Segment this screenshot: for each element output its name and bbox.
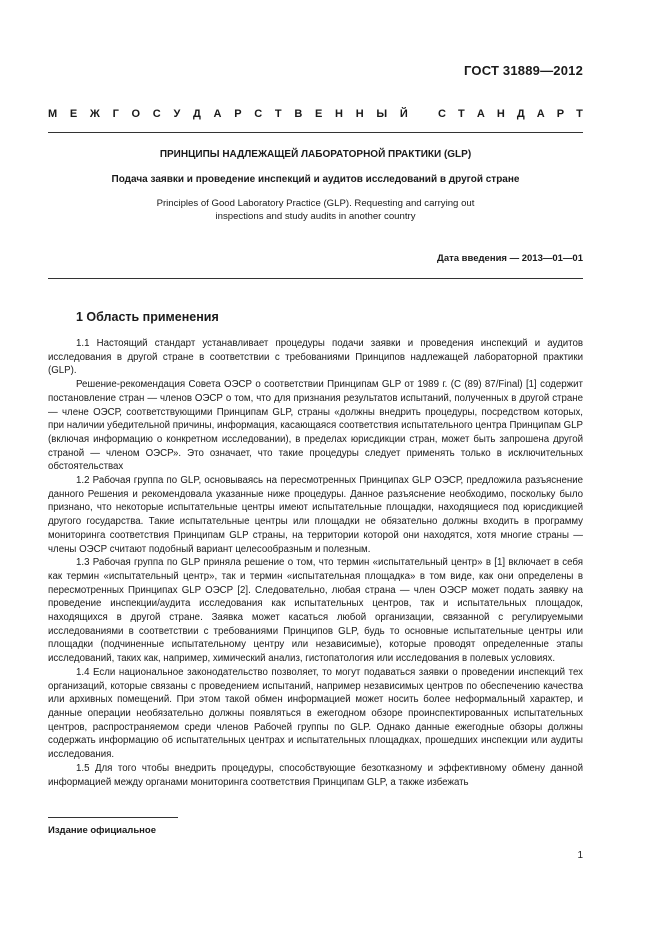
paragraph: 1.1 Настоящий стандарт устанавливает процедуры подачи заявки и проведения инспекций и аудитов исследования в другой стране в соответствии с требованиями Принципов надлежащей лабораторной практики (GLP).	[48, 338, 583, 377]
paragraph: 1.3 Рабочая группа по GLP приняла решение о том, что термин «испытательный центр» в [1] включает в себя как термин «испытательный центр», так и термин «испытательная площадка» в том виде, как они определены в пересмотренных Принципах GLP ОЭСР [2]. Следовательно, любая страна — член ОЭСР может подать заявку на проведение инспекции/аудита исследования как испытательных центров, так и испытательных площадок, находящихся в другой стране. Заявка может касаться любой организации, связанной с регулируемыми исследованиями в соответствии с требованиями Принципов GLP, будь то основные испытательные центры или площадки (подчиненные испытательному центру или независимые), которые проводят определенные этапы исследований, таких как, например, химический анализ, гистопатология или исследования в полевых условиях.	[48, 557, 583, 665]
standard-word	[438, 108, 583, 120]
heading-letter: Д	[516, 108, 525, 120]
heading-letter: Г	[112, 108, 119, 120]
heading-letter: А	[536, 108, 545, 120]
heading-letter: Й	[399, 108, 408, 120]
heading-letter: Е	[69, 108, 78, 120]
paragraph: 1.2 Рабочая группа по GLP, основываясь на пересмотренных Принципах GLP ОЭСР, предложила разъяснение данного Решения и рекомендовала указанные ниже процедуры. Данное разъяснение необходимо, поскольку было признано, что некоторые испытательные центры имеют испытательные площадки, находящиеся под юрисдикцией другого государства. Такие испытательные центры или площадки не обязательно должны входить в программу мониторинга соответствия Принципам GLP страны, на территории которой они находятся, хотя многие страны — члены ОЭСР считают подобный вариант целесообразным и полезным.	[48, 475, 583, 555]
heading-letter: Д	[193, 108, 201, 120]
heading-letter: Ы	[376, 108, 388, 120]
document-subtitle: Подача заявки и проведение инспекций и аудитов исследований в другой стране	[111, 174, 520, 185]
divider	[48, 132, 583, 133]
edition-label: Издание официальное	[48, 825, 156, 836]
paragraph: 1.4 Если национальное законодательство позволяет, то могут подаваться заявки о проведении инспекций тех организаций, которые связаны с проведением испытаний, например независимых центров по обеспечению качества или архивных помещений. При этом такой обмен информацией может носить более неформальный характер, и данные операции необязательно должны появляться в ежегодном обзоре проинспектированных испытательных центров, распространяемом среди членов Рабочей группы по GLP. Однако данные ежегодные обзоры должны содержать информацию об испытательных центрах и испытательных площадках, прошедших инспекции или аудиты исследования.	[48, 666, 583, 761]
heading-letter: Р	[556, 108, 565, 120]
heading-letter: С	[438, 108, 446, 120]
heading-letter: Р	[234, 108, 242, 120]
interstate-standard-heading	[48, 108, 583, 120]
paragraph: Решение-рекомендация Совета ОЭСР о соответствии Принципам GLP от 1989 г. (С (89) 87/Final) [1] содержит постановление стран — членов ОЭСР о том, что для признания результатов испытаний, полученных в другой стране — члене ОЭСР, соответствующими Принципам GLP, страны «должны внедрить процедуры, посредством которых, при наличии убедительной причины, информация, касающаяся соответствия испытательного центра Принципам GLP (включая информацию о конкретном исследовании), в пределах юрисдикции стран, может быть запрошена другой страной — членом ОЭСР». Это означает, что такие процедуры следует применять только в исключительных обстоятельствах	[48, 379, 583, 473]
heading-letter: А	[476, 108, 485, 120]
section-body	[48, 337, 583, 789]
heading-letter: Т	[274, 108, 282, 120]
heading-letter: Т	[458, 108, 465, 120]
english-title: Principles of Good Laboratory Practice (GLP). Requesting and carrying out inspections and study audits in another country	[156, 198, 475, 222]
heading-letter: Ж	[89, 108, 100, 120]
introduction-date: Дата введения — 2013—01—01	[437, 253, 583, 264]
divider	[48, 278, 583, 279]
heading-letter: С	[152, 108, 161, 120]
standard-number: ГОСТ 31889—2012	[464, 63, 583, 78]
heading-letter: В	[294, 108, 303, 120]
paragraph: 1.5 Для того чтобы внедрить процедуры, способствующие безотказному и эффективному обмену данной информацией между органами мониторинга соответствия Принципам GLP, а также избежать	[48, 762, 583, 788]
page-number: 1	[577, 850, 583, 861]
heading-letter: Т	[576, 108, 583, 120]
heading-letter: О	[131, 108, 141, 120]
heading-letter: Н	[335, 108, 343, 120]
interstate-word	[48, 108, 408, 120]
heading-letter: М	[48, 108, 58, 120]
heading-letter: С	[254, 108, 263, 120]
heading-letter: У	[173, 108, 181, 120]
heading-letter: А	[213, 108, 222, 120]
heading-letter: Е	[315, 108, 323, 120]
footer-divider	[48, 817, 178, 818]
section-title: 1 Область применения	[76, 310, 219, 324]
document-title: ПРИНЦИПЫ НАДЛЕЖАЩЕЙ ЛАБОРАТОРНОЙ ПРАКТИКИ (GLP)	[159, 149, 472, 160]
heading-letter: Н	[496, 108, 505, 120]
heading-letter: Н	[355, 108, 364, 120]
